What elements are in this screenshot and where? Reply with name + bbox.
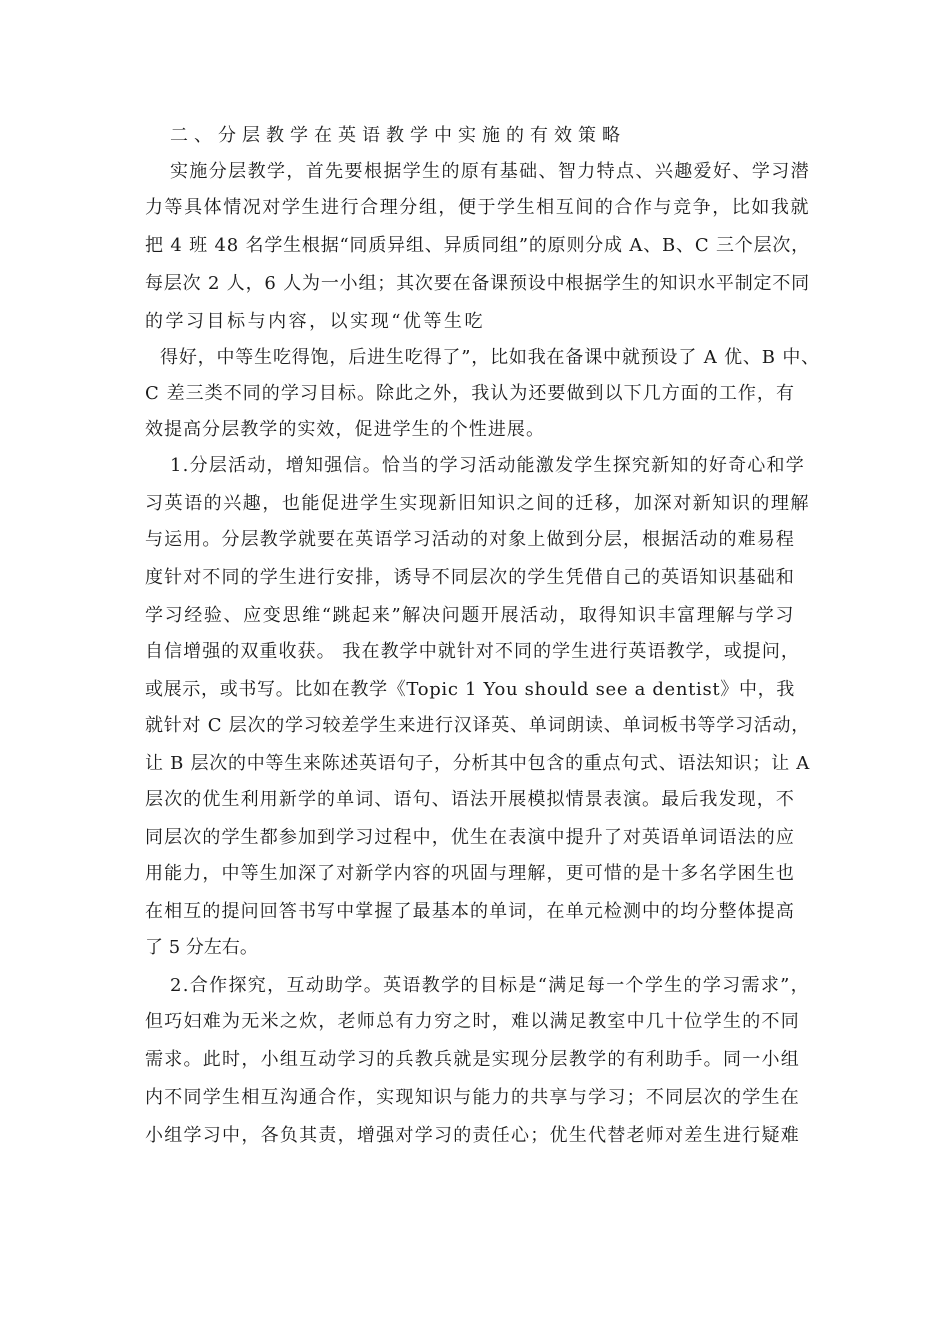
text-line: 学习经验、应变思维“跳起来”解决问题开展活动，取得知识丰富理解与学习 <box>145 605 795 626</box>
text-line: 同层次的学生都参加到学习过程中，优生在表演中提升了对英语单词语法的应 <box>145 827 795 848</box>
text-line: 但巧妇难为无米之炊，老师总有力穷之时，难以满足教室中几十位学生的不同 <box>145 1011 800 1032</box>
text-line: 用能力，中等生加深了对新学内容的巩固与理解，更可惜的是十多名学困生也 <box>145 863 795 884</box>
text-line: 2.合作探究，互动助学。英语教学的目标是“满足每一个学生的学习需求”， <box>170 975 810 996</box>
text-line: 与运用。分层教学就要在英语学习活动的对象上做到分层，根据活动的难易程 <box>145 529 795 550</box>
text-line: 力等具体情况对学生进行合理分组，便于学生相互间的合作与竞争，比如我就 <box>145 197 810 218</box>
text-line: C 差三类不同的学习目标。除此之外，我认为还要做到以下几方面的工作，有 <box>145 383 795 404</box>
text-line: 的学习目标与内容，以实现“优等生吃 <box>145 311 485 332</box>
text-line: 习英语的兴趣，也能促进学生实现新旧知识之间的迁移，加深对新知识的理解 <box>145 493 810 514</box>
text-line: 让 B 层次的中等生来陈述英语句子，分析其中包含的重点句式、语法知识；让 A <box>145 753 810 774</box>
text-line: 每层次 2 人，6 人为一小组；其次要在备课预设中根据学生的知识水平制定不同 <box>145 273 810 294</box>
text-line: 就针对 C 层次的学习较差学生来进行汉译英、单词朗读、单词板书等学习活动， <box>145 715 810 736</box>
text-line: 小组学习中，各负其责，增强对学习的责任心；优生代替老师对差生进行疑难 <box>145 1125 800 1146</box>
text-line: 1.分层活动，增知强信。恰当的学习活动能激发学生探究新知的好奇心和学 <box>170 455 805 476</box>
text-line: 层次的优生利用新学的单词、语句、语法开展模拟情景表演。最后我发现，不 <box>145 789 795 810</box>
text-line: 在相互的提问回答书写中掌握了最基本的单词，在单元检测中的均分整体提高 <box>145 901 795 922</box>
text-line: 实施分层教学，首先要根据学生的原有基础、智力特点、兴趣爱好、学习潜 <box>170 161 810 182</box>
text-line: 内不同学生相互沟通合作，实现知识与能力的共享与学习；不同层次的学生在 <box>145 1087 800 1108</box>
text-line: 了 5 分左右。 <box>145 937 258 958</box>
text-line: 度针对不同的学生进行安排，诱导不同层次的学生凭借自己的英语知识基础和 <box>145 567 795 588</box>
text-line: 或展示，或书写。比如在教学《Topic 1 You should see a dentist》中，我 <box>145 679 795 700</box>
text-line: 把 4 班 48 名学生根据“同质异组、异质同组”的原则分成 A、B、C 三个层次， <box>145 235 810 256</box>
text-line: 需求。此时，小组互动学习的兵教兵就是实现分层教学的有利助手。同一小组 <box>145 1049 800 1070</box>
text-line: 自信增强的双重收获。 我在教学中就针对不同的学生进行英语教学，或提问， <box>145 641 800 662</box>
text-line: 效提高分层教学的实效，促进学生的个性进展。 <box>145 419 545 440</box>
text-line: 得好，中等生吃得饱，后进生吃得了”，比如我在备课中就预设了 A 优、B 中、 <box>160 347 820 368</box>
section-heading: 二、分层教学在英语教学中实施的有效策略 <box>170 125 626 146</box>
